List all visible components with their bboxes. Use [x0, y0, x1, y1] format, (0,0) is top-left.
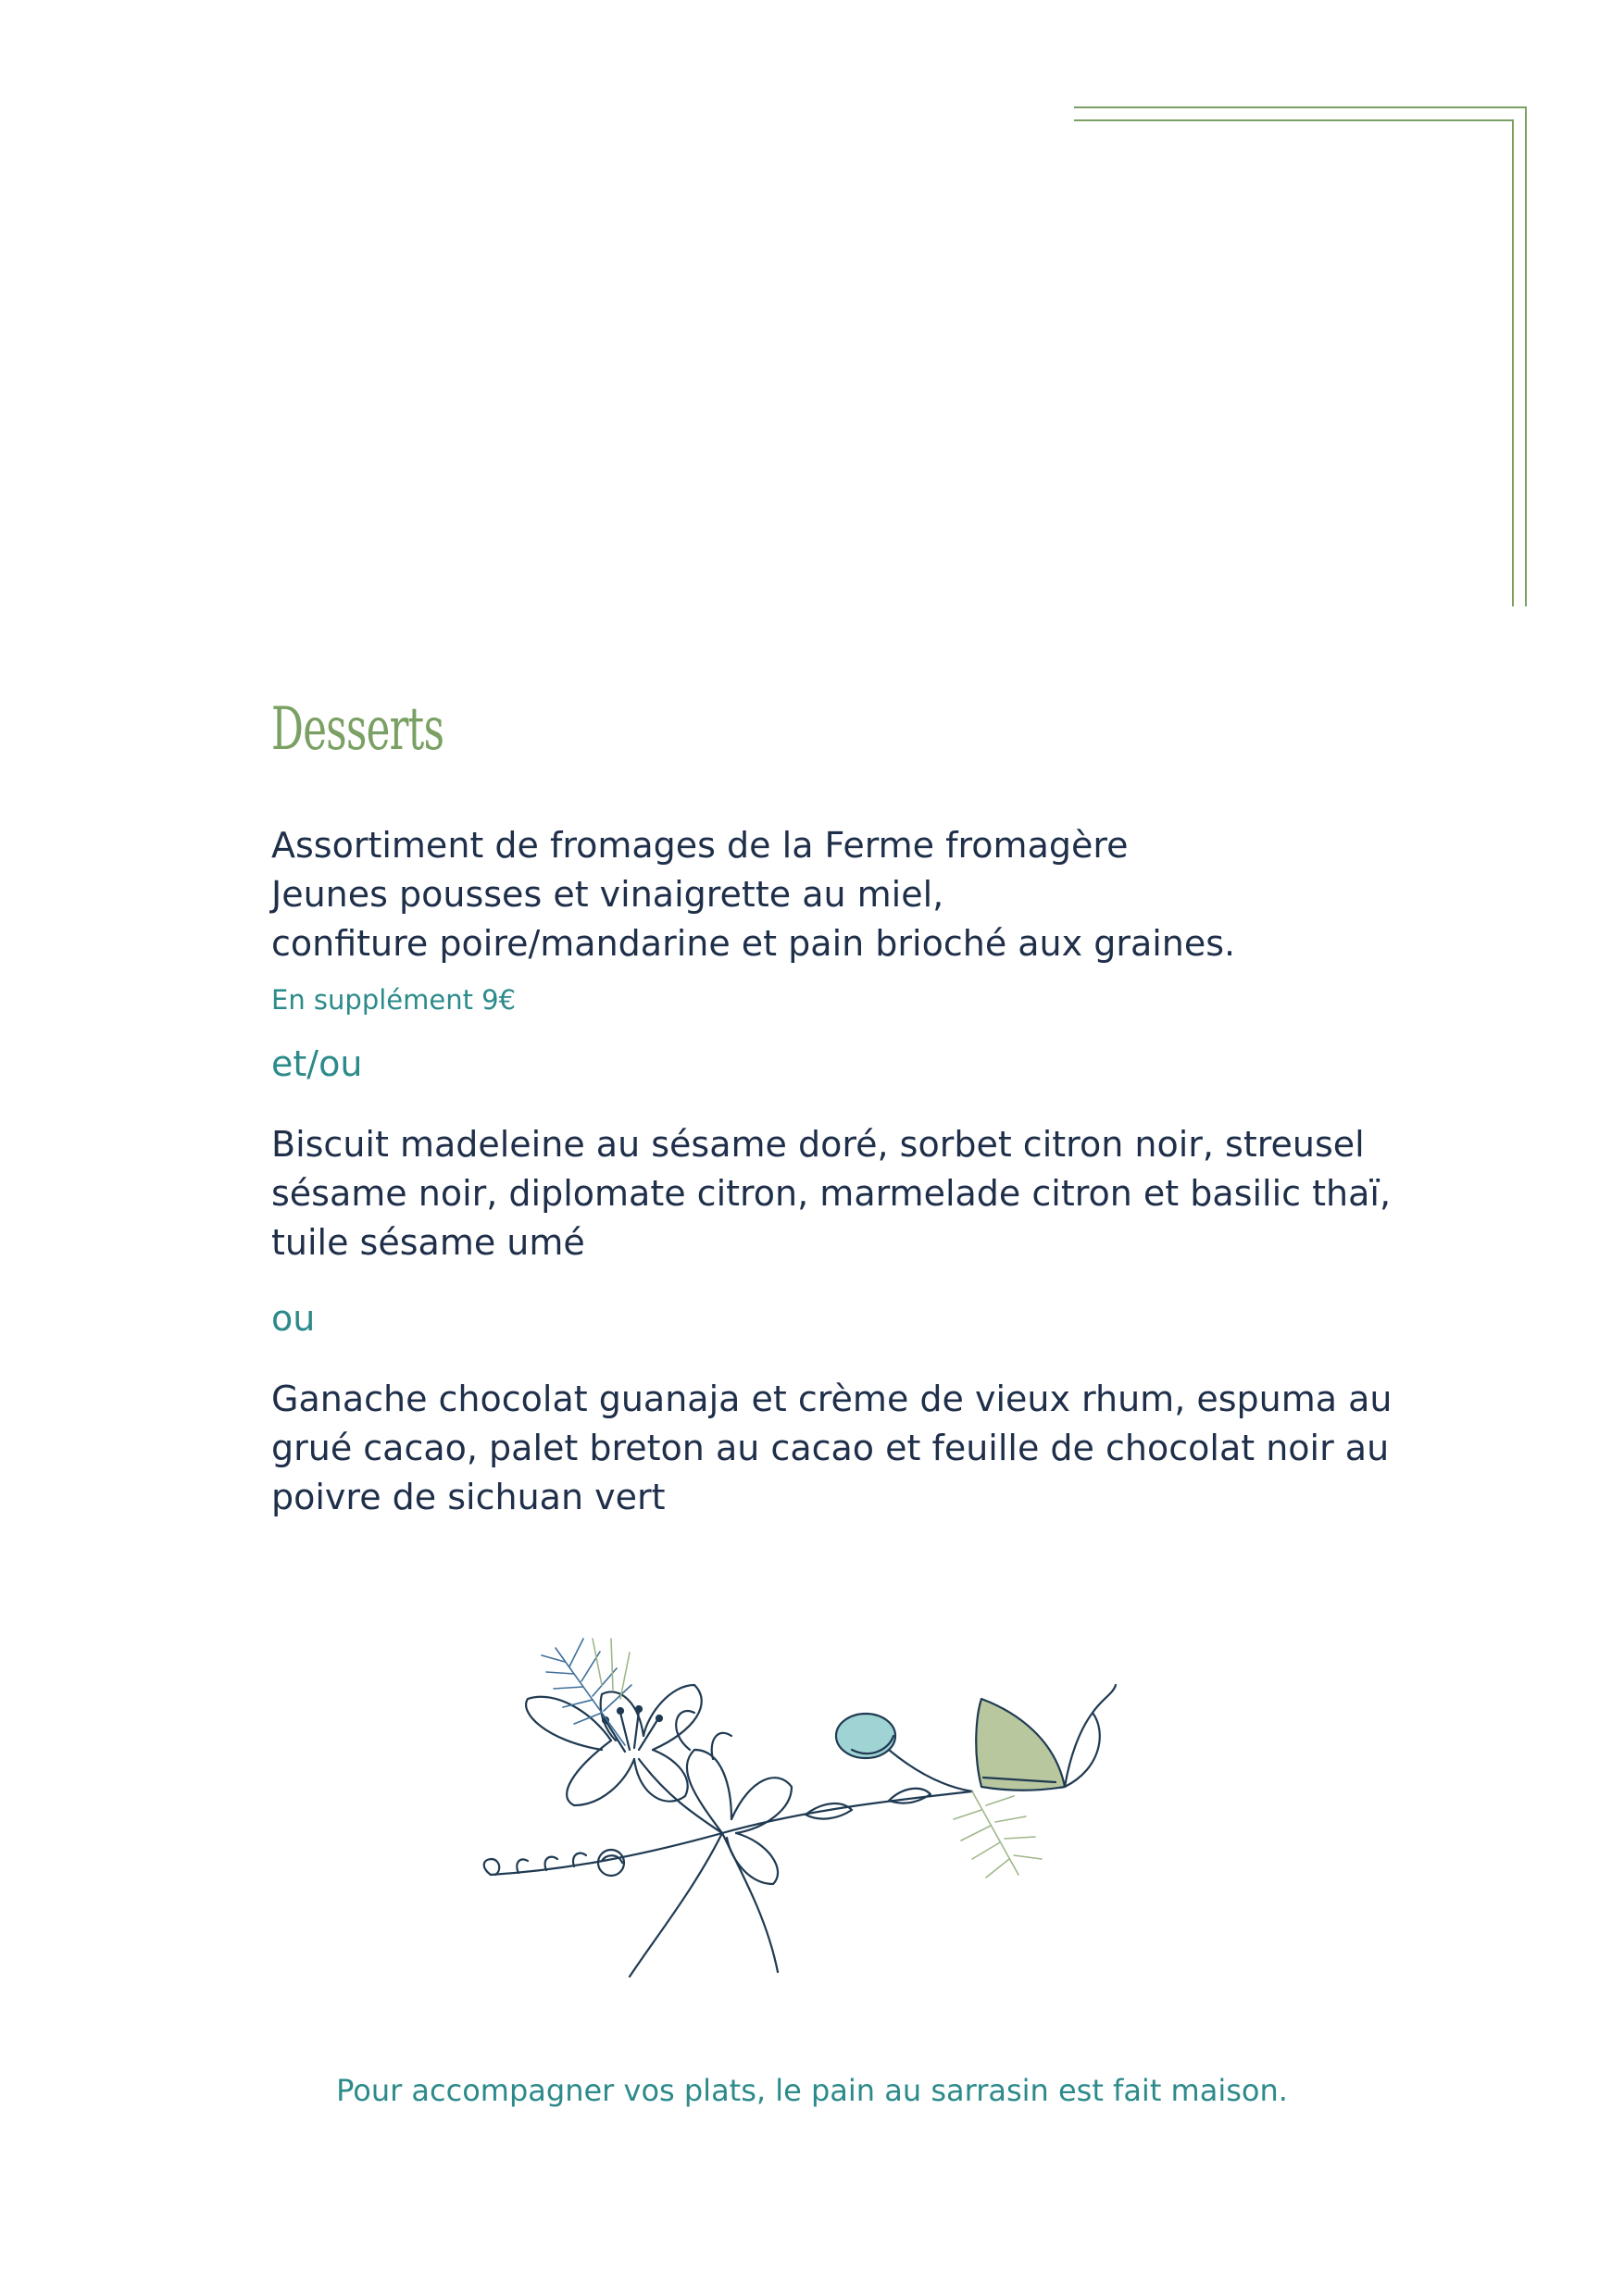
dish-ganache [271, 1375, 1401, 1522]
dish-line: sésame noir, diplomate citron, marmelade citron et basilic thaï, [271, 1172, 1392, 1214]
dish-madeleine [271, 1120, 1401, 1267]
section-title: Desserts [271, 695, 444, 764]
supplement-price: En supplément 9€ [271, 983, 517, 1016]
dish-line: tuile sésame umé [271, 1221, 585, 1263]
dish-line: Biscuit madeleine au sésame doré, sorbet citron noir, streusel [271, 1123, 1365, 1165]
dish-cheese [271, 821, 1401, 1018]
footer-note: Pour accompagner vos plats, le pain au sarrasin est fait maison. [336, 2073, 1288, 2108]
dish-line: grué cacao, palet breton au cacao et feuille de chocolat noir au [271, 1427, 1390, 1468]
floral-branch-icon [454, 1611, 1130, 1990]
dish-line: Jeunes pousses et vinaigrette au miel, [271, 873, 944, 915]
dish-line: poivre de sichuan vert [271, 1476, 666, 1517]
separator-et-ou: et/ou [271, 1042, 363, 1084]
dish-line: Assortiment de fromages de la Ferme fromagère [271, 824, 1129, 866]
dish-line: confiture poire/mandarine et pain brioché aux graines. [271, 922, 1236, 964]
dish-line: Ganache chocolat guanaja et crème de vieux rhum, espuma au [271, 1378, 1393, 1419]
corner-frame-icon [1074, 102, 1537, 620]
separator-ou: ou [271, 1297, 316, 1339]
menu-content [271, 694, 1401, 1522]
